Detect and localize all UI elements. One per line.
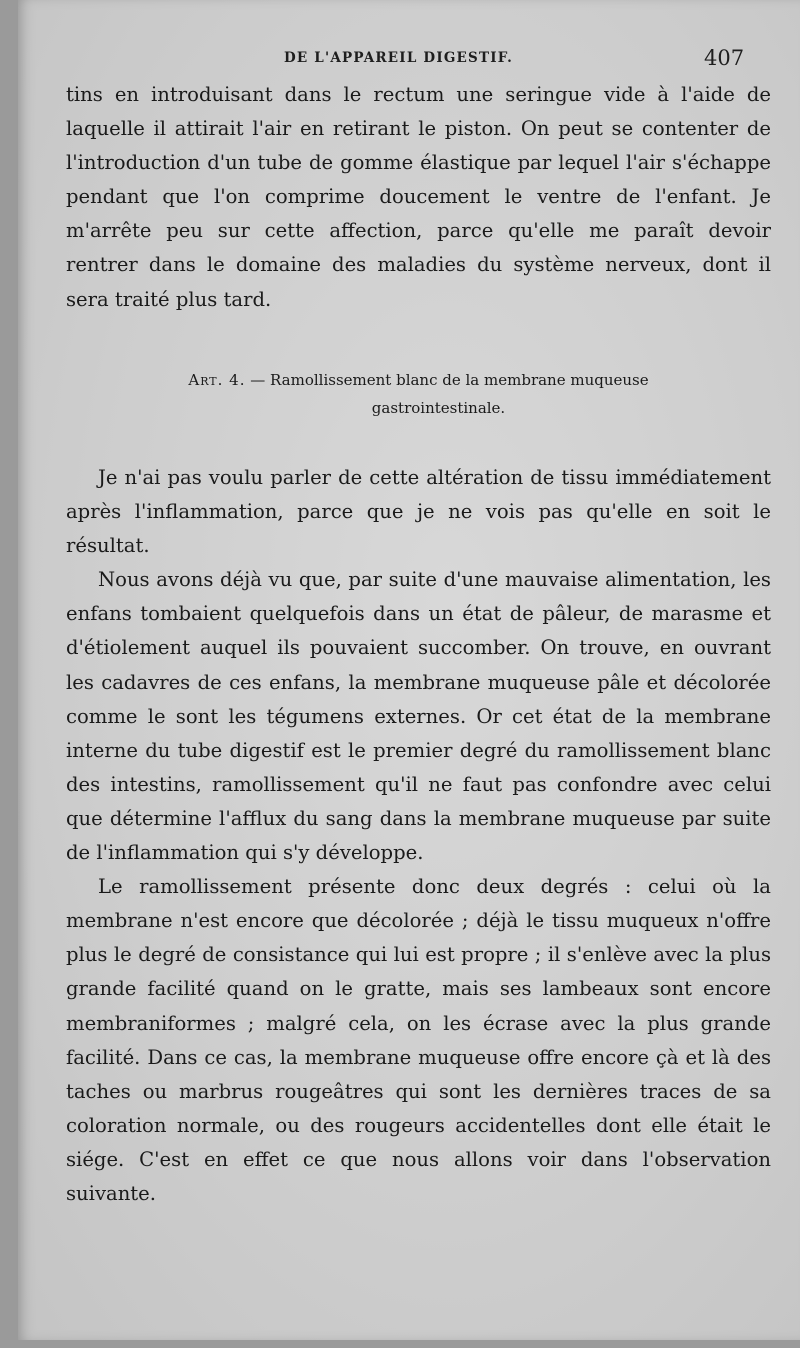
article-heading (66, 366, 771, 422)
paragraph: Je n'ai pas voulu parler de cette altération de tissu immédiatement après l'inflammation, parce que je ne vois pas qu'elle en soit le résultat. (66, 466, 771, 558)
text-block-main (66, 461, 771, 1211)
page-header (18, 46, 800, 74)
page-number: 407 (704, 46, 745, 70)
paragraph: Nous avons déjà vu que, par suite d'une mauvaise alimentation, les enfans tombaient quelquefois dans un état de pâleur, de marasme et d'étiolement auquel ils pouvaient succomber. On trouve, en ouvrant les cadavres de ces enfans, la membrane muqueuse pâle et décolorée comme le sont les tégumens externes. Or cet état de la membrane interne du tube digestif est le premier degré du ramollissement blanc des intestins, ramollissement qu'il ne faut pas confondre avec celui que détermine l'afflux du sang dans la membrane muqueuse par suite de l'inflammation qui s'y développe. (66, 568, 771, 865)
article-title-line2: gastrointestinale. (371, 399, 506, 417)
book-page (18, 0, 800, 1340)
article-dash: — (250, 371, 266, 389)
article-label: Art. 4. (188, 371, 246, 389)
paragraph: tins en introduisant dans le rectum une seringue vide à l'aide de laquelle il attirait l'air en retirant le piston. On peut se contenter de l'introduction d'un tube de gomme élastique par lequel l'air s'échappe pendant que l'on comprime doucement le ventre de l'enfant. Je m'arrête peu sur cette affection, parce qu'elle me paraît devoir rentrer dans le domaine des maladies du système nerveux, dont il sera traité plus tard. (66, 83, 771, 311)
article-title-line1: Ramollissement blanc de la membrane muqueuse (270, 371, 649, 389)
text-block-top (66, 78, 771, 317)
running-head: DE L'APPAREIL DIGESTIF. (284, 50, 514, 66)
paragraph: Le ramollissement présente donc deux degrés : celui où la membrane n'est encore que décolorée ; déjà le tissu muqueux n'offre plus le degré de consistance qui lui est propre ; il s'enlève avec la plus grande facilité quand on le gratte, mais ses lambeaux sont encore membraniformes ; malgré cela, on les écrase avec la plus grande facilité. Dans ce cas, la membrane muqueuse offre encore çà et là des taches ou marbrus rougeâtres qui sont les dernières traces de sa coloration normale, ou des rougeurs accidentelles dont elle était le siége. C'est en effet ce que nous allons voir dans l'observation suivante. (66, 875, 771, 1205)
